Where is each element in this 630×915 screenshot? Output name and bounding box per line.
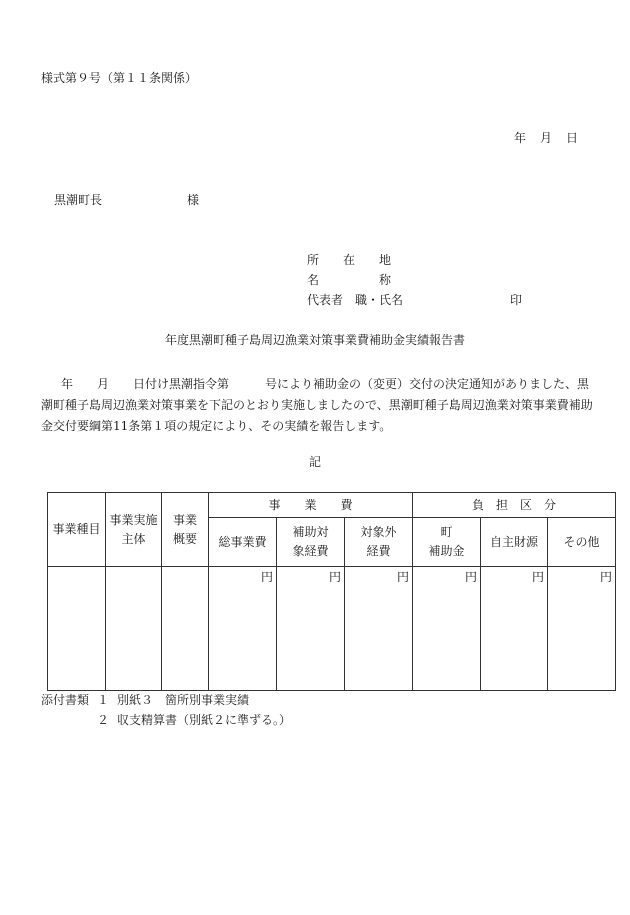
header-ineligible-line2: 経費 [366,544,391,558]
header-eligible-line2: 象経費 [292,544,329,558]
header-implementing-entity [106,493,162,567]
applicant-name-label: 名 称 [307,273,392,287]
header-entity-line2: 主体 [121,531,146,546]
header-eligible-cost [277,518,345,567]
form-number: 様式第９号（第１１条関係） [41,71,198,85]
header-total-cost: 総事業費 [209,518,277,567]
header-ineligible-cost [345,518,413,567]
date-year: 年 [514,131,527,145]
attachment-2-number: ２ [97,713,110,727]
attachment-1-number: １ [97,693,110,707]
applicant-address-label: 所 在 地 [307,253,392,267]
report-date [514,131,578,145]
addressee [54,193,200,207]
cell-eligible-cost[interactable]: 円 [277,567,345,691]
seal-mark: 印 [510,293,523,307]
cell-town-subsidy[interactable]: 円 [413,567,481,691]
document-title: 年度黒潮町種子島周辺漁業対策事業費補助金実績報告書 [164,333,465,347]
header-own-funds: 自主財源 [481,518,548,567]
header-eligible-line1: 補助対 [292,525,329,539]
header-ineligible-line1: 対象外 [360,525,397,539]
attachment-2-text: 収支精算書（別紙２に準ずる。） [117,713,292,727]
attachments [41,693,291,733]
body-text: 年 月 日付け黒潮指令第 号により補助金の（変更）交付の決定通知がありました、黒潮町種子島周辺漁業対策事業を下記のとおり実施しましたので、黒潮町種子島周辺漁業対策事業費補助金交付要綱第11条第１項の規定により、その実績を報告します。 [41,377,593,433]
attachments-label: 添付書類 [41,693,90,707]
header-town-line1: 町 [440,525,453,539]
header-project-type: 事業種目 [48,493,106,567]
body-paragraph [41,374,597,437]
cell-project-type[interactable] [48,567,106,691]
cell-ineligible-cost[interactable]: 円 [345,567,413,691]
header-project-cost: 事 業 費 [209,493,413,518]
cell-total-cost[interactable]: 円 [209,567,277,691]
cell-own-funds[interactable]: 円 [481,567,548,691]
header-other: その他 [548,518,616,567]
cell-other[interactable]: 円 [548,567,616,691]
date-month: 月 [540,131,553,145]
ki-heading: 記 [308,455,321,469]
header-entity-line1: 事業実施 [109,512,158,527]
applicant-representative-label: 代表者 職・氏名 [307,293,404,307]
cell-project-outline[interactable] [162,567,209,691]
header-outline-line1: 事業 [172,512,197,527]
report-table [47,492,616,691]
header-burden-share: 負 担 区 分 [413,493,616,518]
header-project-outline [162,493,209,567]
header-town-line2: 補助金 [428,544,465,558]
addressee-honorific: 様 [187,193,200,207]
attachment-1-text: 別紙３ 箇所別事業実績 [117,693,250,707]
cell-implementing-entity[interactable] [106,567,162,691]
header-town-subsidy [413,518,481,567]
header-outline-line2: 概要 [172,531,197,546]
date-day: 日 [566,131,579,145]
addressee-name: 黒潮町長 [54,193,103,207]
applicant-block [307,253,523,313]
